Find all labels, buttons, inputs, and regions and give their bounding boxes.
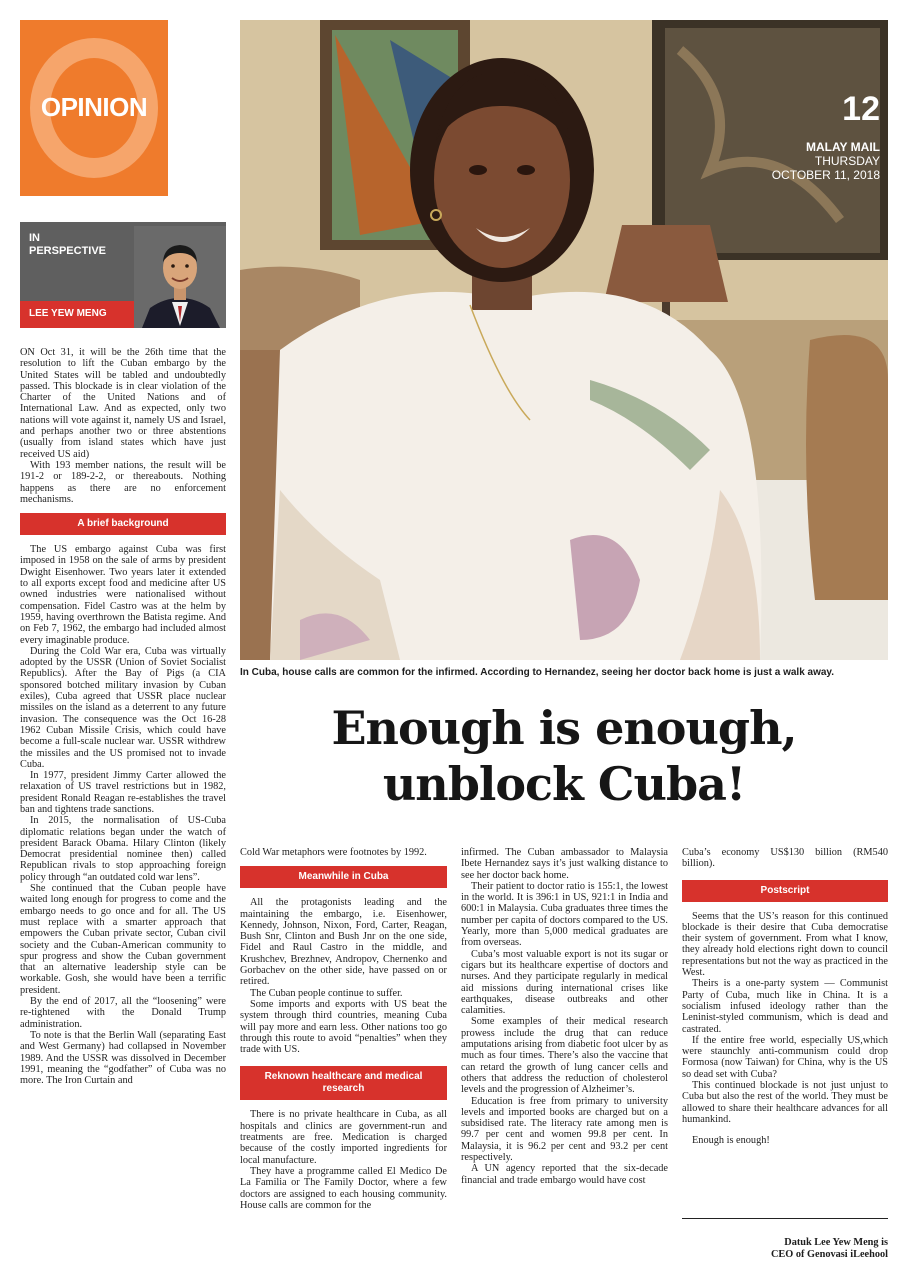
article-paragraph: The US embargo against Cuba was first imposed in 1958 on the sale of arms by president Dwight Eisenhower. Two years later it extended to all exports except food and medicine after US owned industries were nationalised without compensation. Fidel Castro was at the helm by 1959, having overthrown the Batista regime. And on Feb 7, 1962, the embargo had included almost every imaginable produce. — [20, 544, 226, 646]
article-paragraph: A UN agency reported that the six-decade financial and trade embargo would have cost — [461, 1163, 668, 1186]
article-paragraph: ON Oct 31, it will be the 26th time that the resolution to lift the Cuban embargo by the United States will be tabled and undoubtedly passed. This blockade is in clear violation of the Charter of the United Nations and of International Law. And as expected, only two nations will vote against it, namely US and Israel, and perhaps another two or three abstentions (usually from island states which have just received US aid) — [20, 347, 226, 460]
subheading-brief-background: A brief background — [20, 513, 226, 535]
article-paragraph: This continued blockade is not just unjust to Cuba but also the rest of the world. They must be allowed to share their healthcare advances for all humankind. — [682, 1080, 888, 1125]
article-paragraph: During the Cold War era, Cuba was virtually adopted by the USSR (Union of Soviet Socialist Republics). After the Bay of Pigs (a CIA sponsored botched military invasion by Cuban exiles), Cuba agreed that USSR place nuclear missiles on the island as a deterrent to any future invasion. The consequence was the Oct 16-28 1962 Cuban Missile Crisis, which could have become a full-scale nuclear war. USSR withdrew the missiles and the US promised not to invade Cuba. — [20, 645, 226, 770]
article-paragraph: In 1977, president Jimmy Carter allowed the relaxation of US travel restrictions but in 1982, president Ronald Reagan re-establishes the travel ban and tightens trade sanctions. — [20, 770, 226, 815]
article-paragraph: If the entire free world, especially US,which were staunchly anti-communism could drop Formosa (now Taiwan) for China, why is the US so dead set with Cuba? — [682, 1034, 888, 1080]
article-column-2 — [240, 847, 447, 1211]
photo-caption: In Cuba, house calls are common for the infirmed. According to Hernandez, seeing her doctor back home is just a walk away. — [240, 667, 835, 678]
article-column-4 — [682, 847, 888, 1147]
subheading-healthcare: Reknown healthcare and medical research — [240, 1066, 447, 1100]
article-paragraph: By the end of 2017, all the “loosening” were re-tightened with the Donald Trump administration. — [20, 996, 226, 1030]
article-paragraph: With 193 member nations, the result will be 191-2 or 189-2-2, or thereabouts. Nothing happens as there are no enforcement mechanisms. — [20, 459, 226, 505]
headline-line-1: Enough is enough, — [331, 701, 797, 755]
article-paragraph: Cuba’s economy US$130 billion (RM540 billion). — [682, 847, 888, 870]
article-column-1 — [20, 347, 226, 1086]
article-paragraph: Some examples of their medical research prowess include the drug that can reduce amputations arising from diabetic foot ulcer by as much as four times. There’s also the vaccine that can retard the growth of lung cancer cells and others that address the reduction of cholesterol levels and the progression of Alzheimer’s. — [461, 1016, 668, 1096]
subheading-meanwhile-in-cuba: Meanwhile in Cuba — [240, 866, 447, 888]
article-column-3 — [461, 847, 668, 1186]
publication-day: THURSDAY — [814, 154, 880, 168]
article-paragraph: infirmed. The Cuban ambassador to Malaysia Ibete Hernandez says it’s just walking distance to see her doctor back home. — [461, 847, 668, 881]
author-signature — [682, 1237, 888, 1261]
article-paragraph: They have a programme called El Medico De La Familia or The Family Doctor, where a few doctors are assigned to each housing community. House calls are common for the — [240, 1165, 447, 1211]
article-paragraph: Cold War metaphors were footnotes by 1992. — [240, 847, 427, 858]
signature-line-1: Datuk Lee Yew Meng is — [784, 1237, 888, 1248]
article-paragraph: The Cuban people continue to suffer. — [250, 987, 403, 999]
publication-date: OCTOBER 11, 2018 — [771, 168, 880, 182]
article-paragraph: There is no private healthcare in Cuba, as all hospitals and clinics are government-run and treatments are free. Medication is charged because of the costly imported ingredients for local manufacture. — [240, 1109, 447, 1166]
article-paragraph: She continued that the Cuban people have waited long enough for progress to come and the embargo needs to go once and for all. The US must replace with a smarter approach that empowers the Cuban private sector, Cuban civil society and the Cuban-American community to spur progress and show the Cuban government that an alternative leadership style can be workable. Gosh, she would have been a terrific president. — [20, 883, 226, 996]
article-paragraph: Seems that the US’s reason for this continued blockade is their desire that Cuba democratise their system of government. From what I know, they already hold elections right down to council representations but not the way as practiced in the West. — [682, 910, 888, 979]
columnist-portrait — [134, 226, 226, 328]
masthead — [700, 140, 880, 182]
columnist-name-bar — [20, 301, 138, 328]
signature-divider — [682, 1218, 888, 1219]
article-paragraph: Their patient to doctor ratio is 155:1, the lowest in the world. It is 396:1 in US, 921:1 in India and 600:1 in Malaysia. Cuba graduates three times the number per capita of doctors compared to the US. Yearly, more than 5,000 medical graduates are from overseas. — [461, 880, 668, 949]
columnist-name: LEE YEW MENG — [29, 308, 107, 319]
column-title: IN PERSPECTIVE — [29, 232, 107, 257]
article-paragraph: In 2015, the normalisation of US-Cuba diplomatic relations began under the watch of president Barack Obama. Hilary Clinton (likely Democrat presidential nominee then) called Republican rivals to stop approaching foreign policy through “an outdated cold war lens”. — [20, 815, 226, 883]
subheading-postscript: Postscript — [682, 880, 888, 902]
article-paragraph: To note is that the Berlin Wall (separating East and West Germany) had collapsed in November 1989. And the USSR was dissolved in December 1991, meaning the “godfather” of Cuba was no more. The Iron Curtain and — [20, 1029, 226, 1087]
article-paragraph: Theirs is a one-party system — Communist Party of Cuba, much like in China. It is a socialism infused ideology rather than the Leninist-styled communism, which is dead and castrated. — [682, 978, 888, 1035]
paper-name: MALAY MAIL — [805, 140, 880, 154]
opinion-section-logo — [20, 20, 168, 196]
article-paragraph: Some imports and exports with US beat the system through third countries, meaning Cuba will pay more and earn less. Other nations too go through this route to avoid “penalties” when they trade with US. — [240, 998, 447, 1056]
article-paragraph: All the protagonists leading and the maintaining the embargo, i.e. Eisenhower, Kennedy, Johnson, Nixon, Ford, Carter, Reagan, Bush Snr, Clinton and Bush Jnr on the one side, Fidel and Raul Castro in the middle, and Krushchev, Brezhnev, Andropov, Chernenko and Gorbachev on the other side, have passed on or retired. — [240, 897, 447, 988]
article-paragraph: Cuba’s most valuable export is not its sugar or cigars but its healthcare expertise of doctors and nurses. And they participate regularly in medical aid missions during international crises like earthquakes, disease outbreaks and other calamities. — [461, 948, 668, 1017]
headline — [240, 700, 888, 812]
article-paragraph: Enough is enough! — [692, 1135, 770, 1147]
signature-line-2: CEO of Genovasi iLeehool — [771, 1249, 888, 1260]
headline-line-2: unblock Cuba! — [382, 757, 746, 811]
section-label: OPINION — [40, 92, 148, 122]
article-paragraph: Education is free from primary to university levels and imported books are charged but on a subsidised rate. The literacy rate among men is 99.7 per cent and women 99.8 per cent. In Malaysia, it is 96.2 per cent and 93.2 per cent respectively. — [461, 1095, 668, 1164]
page-number: 12 — [842, 90, 880, 128]
